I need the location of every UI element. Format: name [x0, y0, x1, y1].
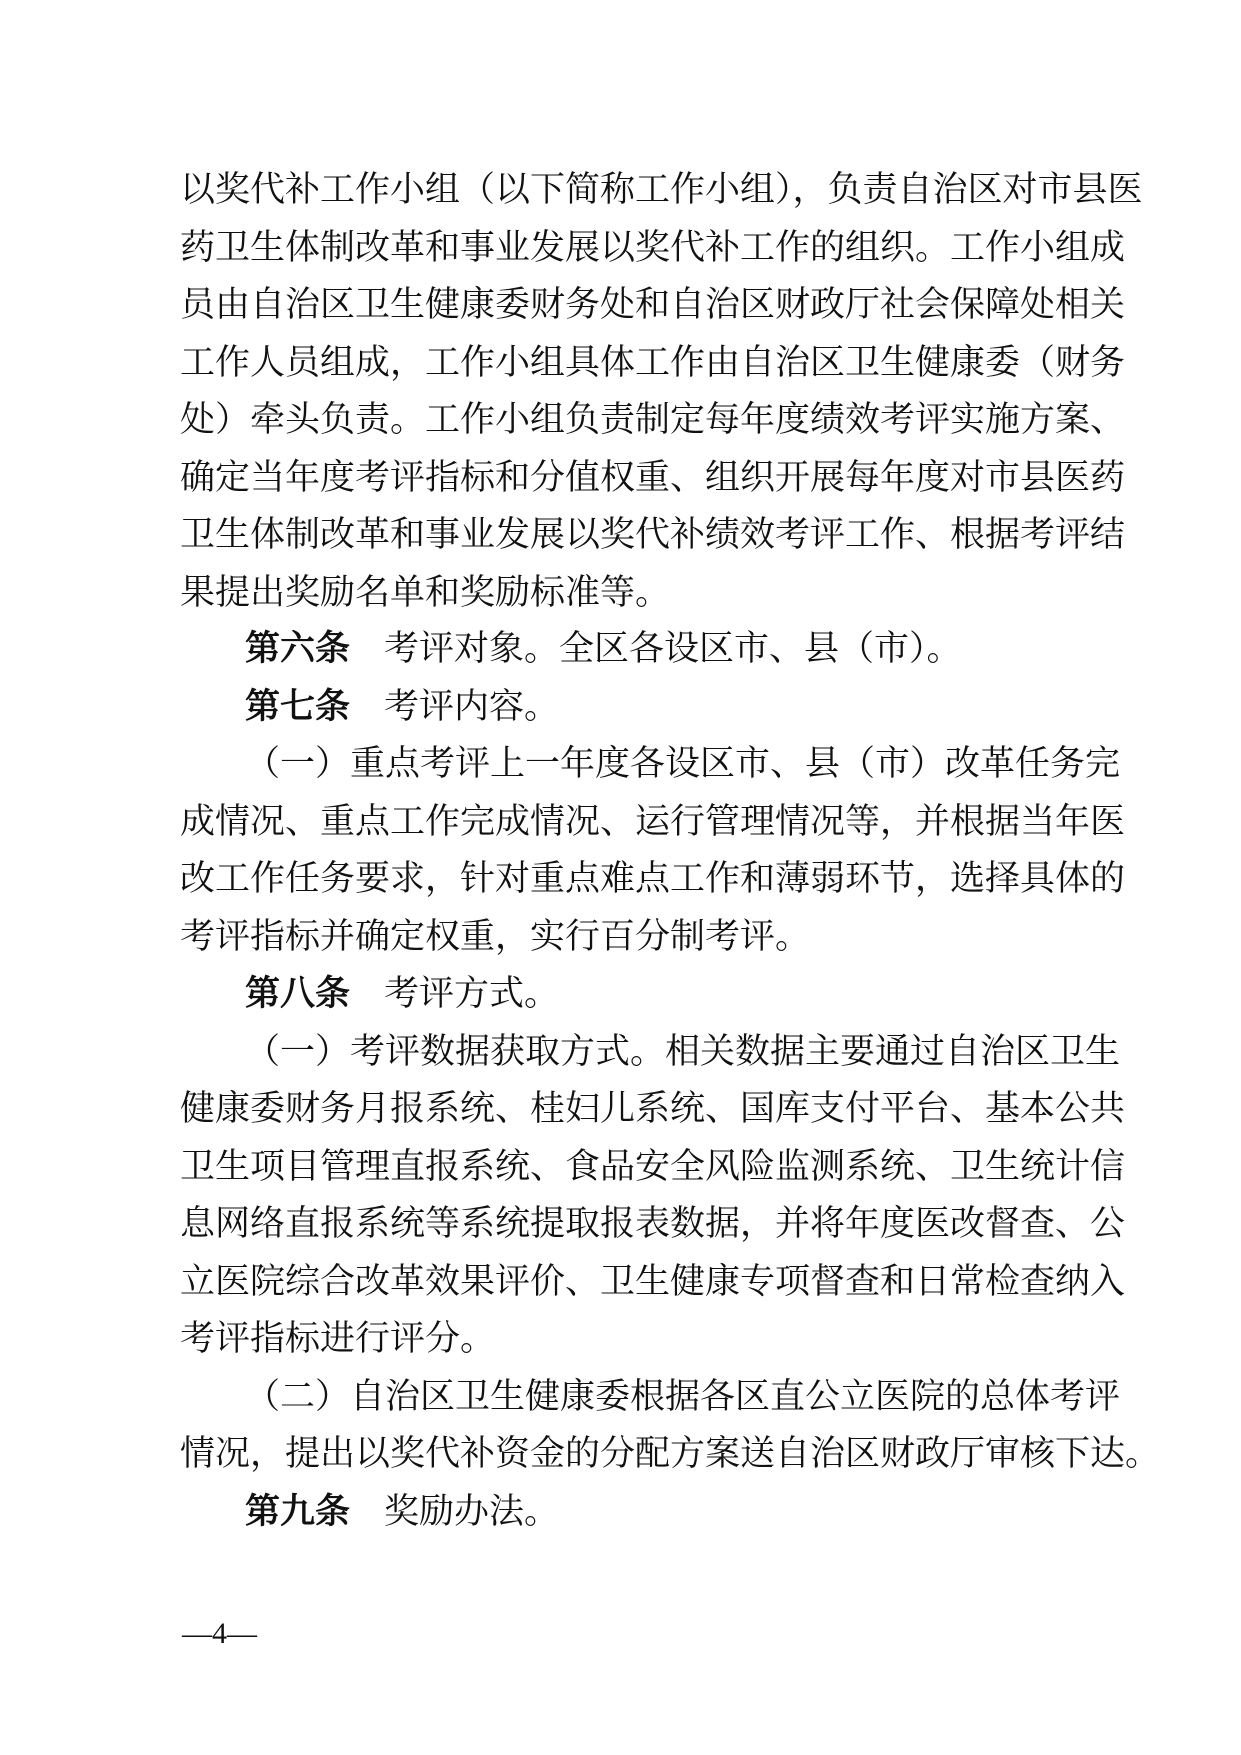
article-heading: 第七条	[245, 687, 351, 727]
text-line: 考评指标并确定权重，实行百分制考评。	[180, 917, 811, 957]
text-line: 改工作任务要求，针对重点难点工作和薄弱环节，选择具体的	[180, 859, 1126, 899]
text-line: 健康委财务月报系统、桂妇儿系统、国库支付平台、基本公共	[180, 1089, 1126, 1129]
page-number: —4—	[182, 1617, 257, 1650]
text-line: 立医院综合改革效果评价、卫生健康专项督查和日常检查纳入	[180, 1262, 1126, 1302]
text-line: 成情况、重点工作完成情况、运行管理情况等，并根据当年医	[180, 802, 1126, 842]
article-heading: 第八条	[245, 974, 351, 1014]
text-line: 确定当年度考评指标和分值权重、组织开展每年度对市县医药	[180, 458, 1126, 498]
text-line: 考评指标进行评分。	[180, 1319, 496, 1359]
text-line: 情况，提出以奖代补资金的分配方案送自治区财政厅审核下达。	[180, 1434, 1161, 1474]
text-line: 以奖代补工作小组（以下简称工作小组），负责自治区对市县医	[180, 170, 1143, 210]
article-9	[245, 1490, 559, 1534]
text-line: （一）重点考评上一年度各设区市、县（市）改革任务完	[245, 744, 1121, 784]
text-line: 工作人员组成，工作小组具体工作由自治区卫生健康委（财务	[180, 343, 1126, 383]
article-text: 考评方式。	[384, 974, 560, 1014]
text-line: （二）自治区卫生健康委根据各区直公立医院的总体考评	[245, 1377, 1121, 1417]
text-line: 员由自治区卫生健康委财务处和自治区财政厅社会保障处相关	[180, 285, 1126, 325]
article-7	[245, 685, 559, 729]
article-6	[245, 627, 962, 671]
text-line: 息网络直报系统等系统提取报表数据，并将年度医改督查、公	[180, 1204, 1126, 1244]
text-line: 果提出奖励名单和奖励标准等。	[180, 573, 671, 613]
article-text: 奖励办法。	[384, 1492, 560, 1532]
article-8	[245, 972, 559, 1016]
text-line: （一）考评数据获取方式。相关数据主要通过自治区卫生	[245, 1032, 1121, 1072]
text-line: 药卫生体制改革和事业发展以奖代补工作的组织。工作小组成	[180, 228, 1126, 268]
text-line: 卫生项目管理直报系统、食品安全风险监测系统、卫生统计信	[180, 1147, 1126, 1187]
text-line: 卫生体制改革和事业发展以奖代补绩效考评工作、根据考评结	[180, 515, 1126, 555]
text-line: 处）牵头负责。工作小组负责制定每年度绩效考评实施方案、	[180, 400, 1126, 440]
article-heading: 第六条	[245, 629, 351, 669]
article-heading: 第九条	[245, 1492, 351, 1532]
article-text: 考评对象。全区各设区市、县（市）。	[384, 629, 962, 669]
article-text: 考评内容。	[384, 687, 560, 727]
